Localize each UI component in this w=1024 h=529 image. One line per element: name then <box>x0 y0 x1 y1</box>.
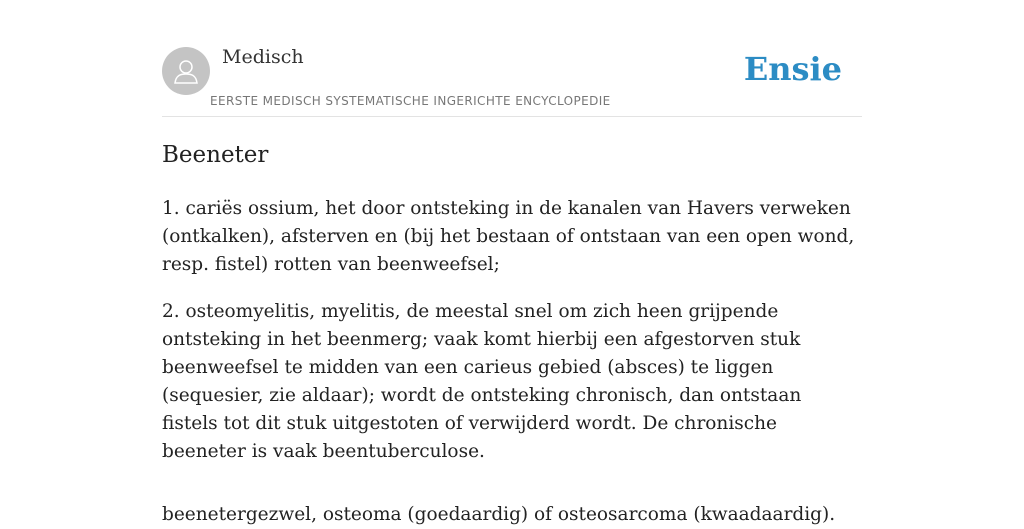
definition-paragraph: 1. cariës ossium, het door ontsteking in de kanalen van Havers verweken (ontkalken), afsterven en (bij het bestaan of ontstaan van een open wond, resp. fistel) rotten van beenweefsel; <box>162 198 855 275</box>
definition-paragraph: beenetergezwel, osteoma (goedaardig) of osteosarcoma (kwaadaardig). <box>162 504 836 525</box>
page <box>162 0 862 529</box>
article-title: Beeneter <box>162 142 269 168</box>
brand-logo[interactable]: Ensie <box>743 50 842 88</box>
header <box>162 0 862 117</box>
source-name[interactable]: Medisch <box>222 46 304 68</box>
avatar[interactable] <box>162 47 210 95</box>
definition-paragraph: 2. osteomyelitis, myelitis, de meestal snel om zich heen grijpende ontsteking in het beenmerg; vaak komt hierbij een afgestorven stuk beenweefsel te midden van een carieus gebied (absces) te liggen (sequesier, zie aldaar); wordt de ontsteking chronisch, dan ontstaan fistels tot dit stuk uitgestoten of verwijderd wordt. De chronische beeneter is vaak beentuberculose. <box>162 301 802 462</box>
user-icon <box>171 56 201 86</box>
source-subtitle: EERSTE MEDISCH SYSTEMATISCHE INGERICHTE ENCYCLOPEDIE <box>210 94 611 108</box>
article-content <box>162 195 862 529</box>
